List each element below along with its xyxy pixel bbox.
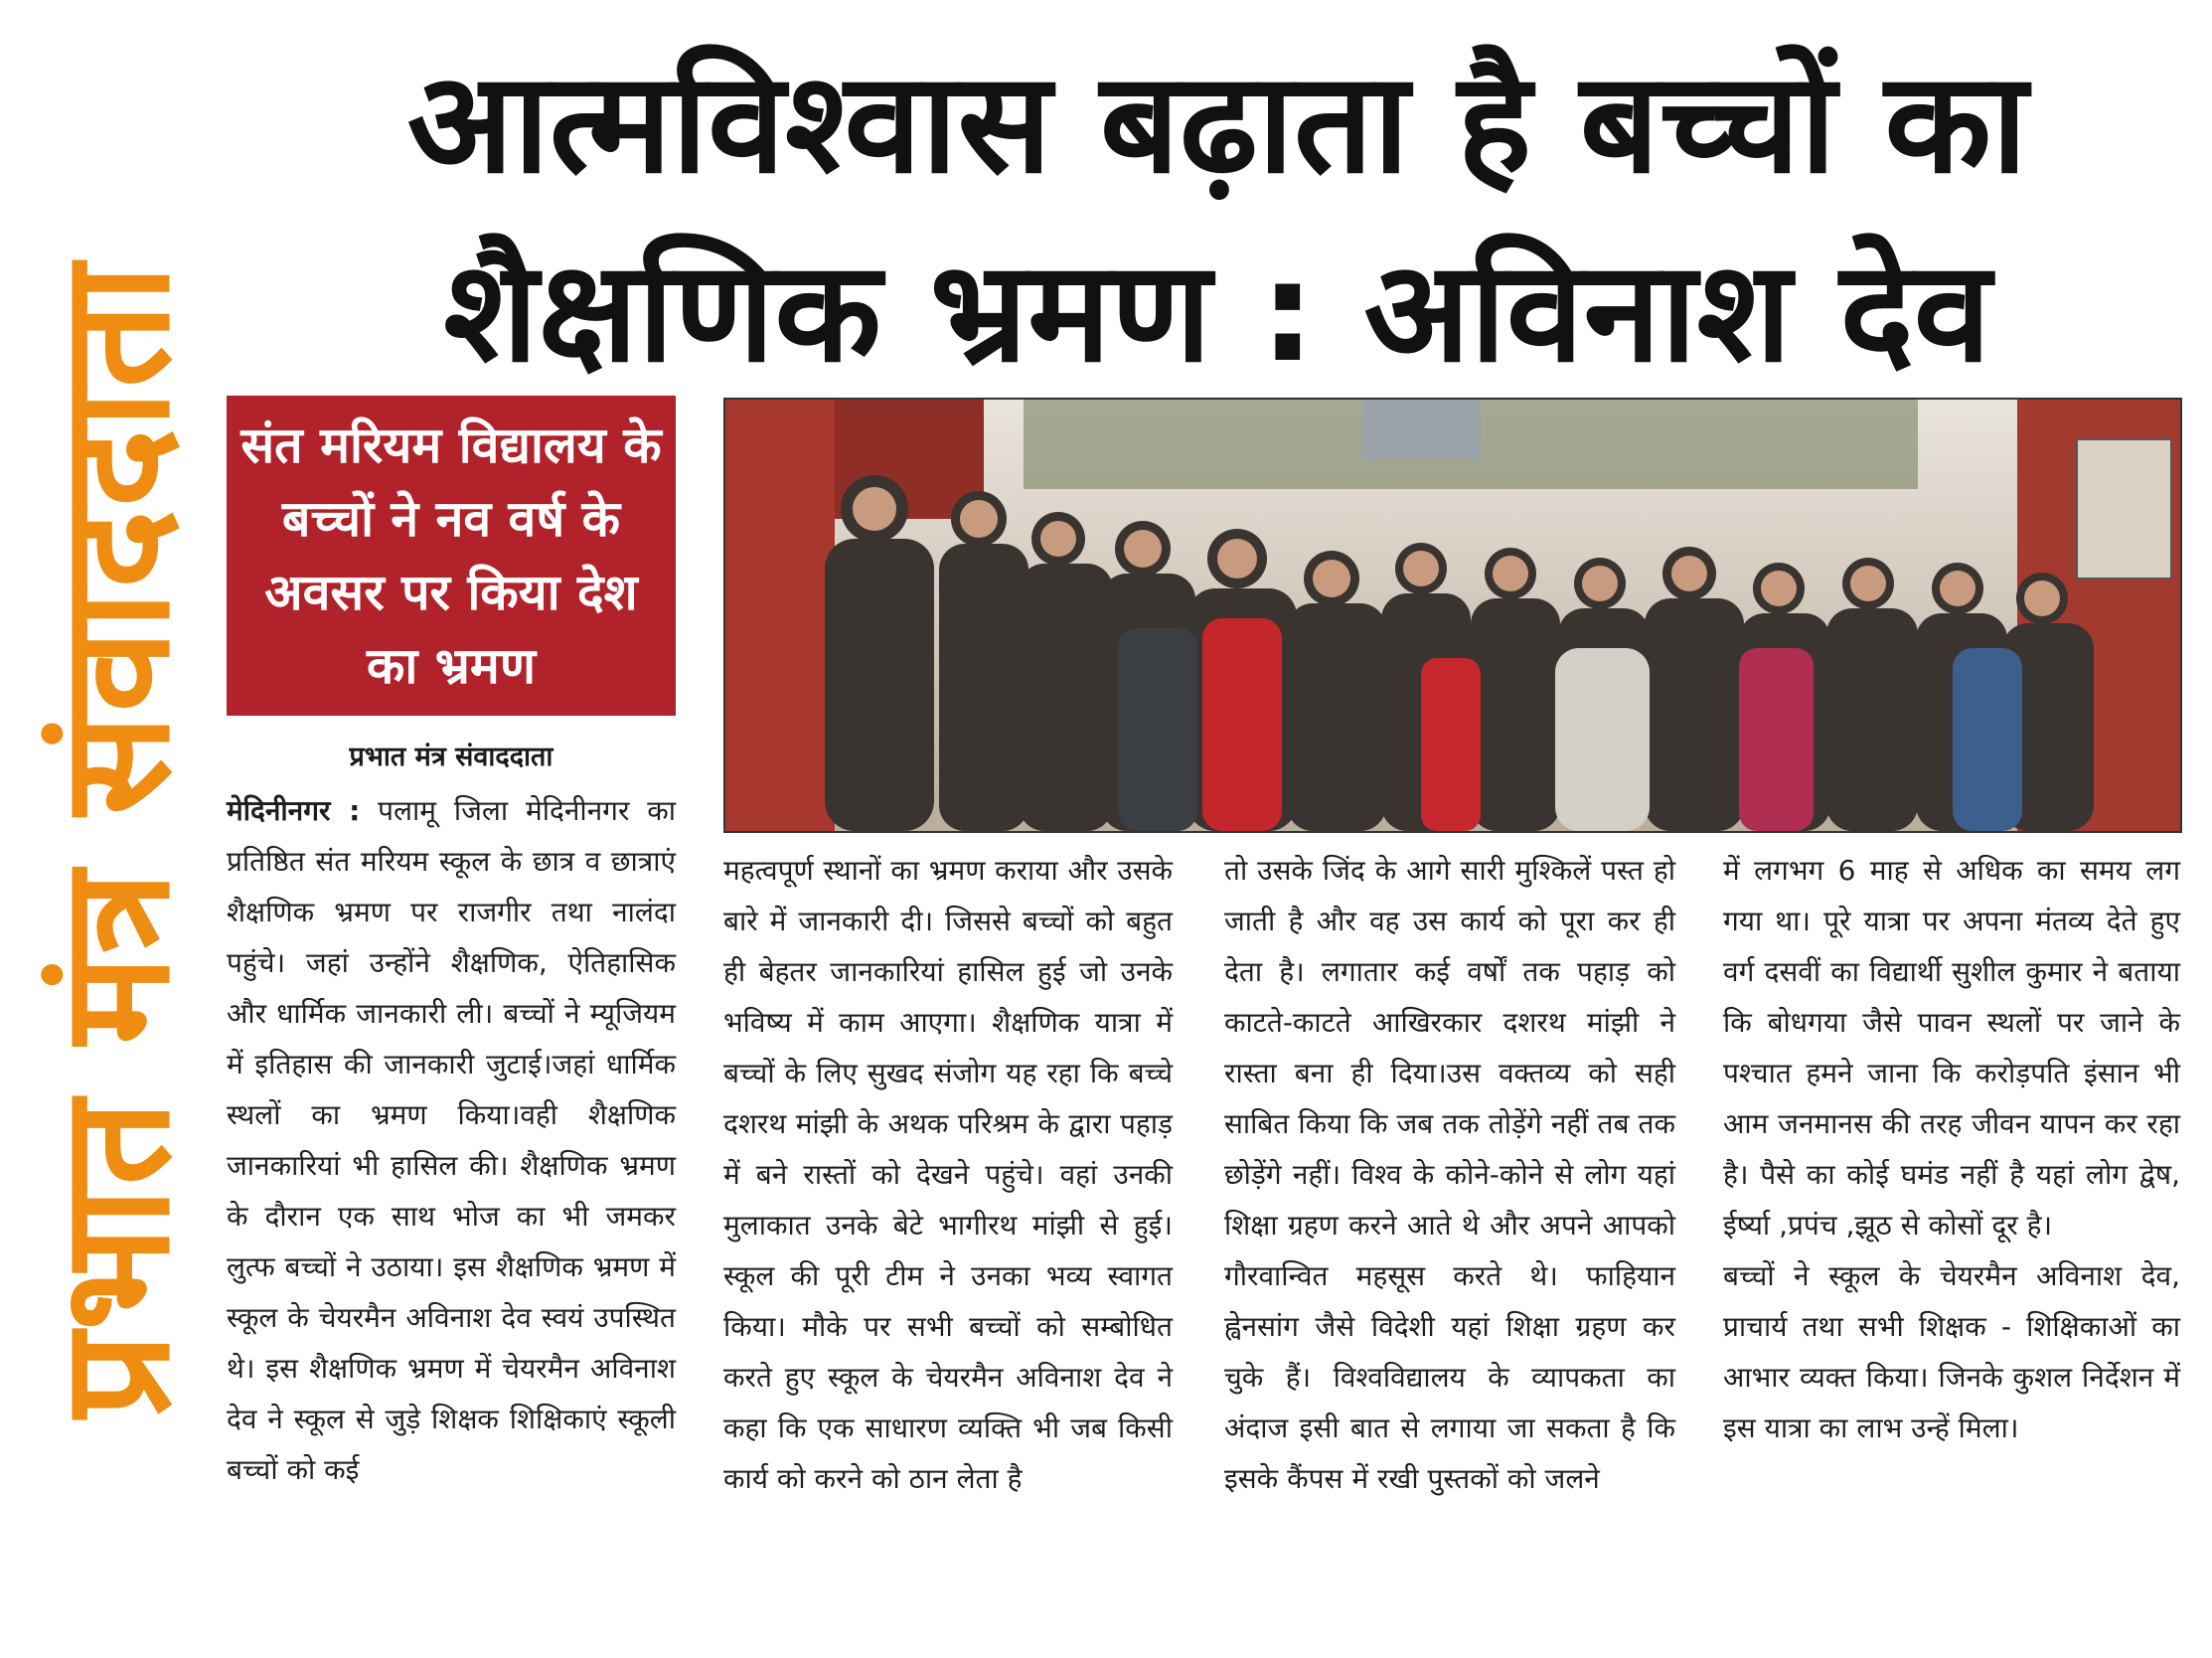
headline-line-2: शैक्षणिक भ्रमण : अविनाश देव — [443, 232, 1991, 394]
article-column-3 — [1224, 845, 1675, 1640]
article-dateline: मेदिनीनगर : — [227, 794, 361, 827]
article-column-4 — [1723, 845, 2180, 1640]
kicker-box — [227, 396, 676, 716]
reporter-credit-sidebar — [10, 40, 209, 1640]
byline: प्रभात मंत्र संवाददाता — [349, 742, 553, 772]
column-4-paragraph-1: में लगभग 6 माह से अधिक का समय लग गया था। पूरे यात्रा पर अपना मंतव्य देते हुए वर्ग दसवीं का विद्यार्थी सुशील कुमार ने बताया कि बोधगया जैसे पावन स्थलों पर जाने के पश्चात हमने जाना कि करोड़पति इंसान भी आम जनमानस की तरह जीवन यापन कर रहा है। पैसे का कोई घमंड नहीं है यहां लोग द्वेष, ईर्ष्या ,प्रपंच ,झूठ से कोसों दूर है। — [1723, 854, 2180, 1242]
headline-line-1: आत्मविश्वास बढ़ाता है बच्चों का — [406, 43, 2028, 205]
sidebar-label: प्रभात मंत्र संवाददाता — [30, 261, 203, 1418]
headline — [238, 30, 2196, 408]
article-column-1 — [227, 785, 676, 1640]
kicker-text: संत मरियम विद्यालय के बच्चों ने नव वर्ष के अवसर पर किया देश का भ्रमण — [240, 416, 662, 695]
column-1-text: पलामू जिला मेदिनीनगर का प्रतिष्ठित संत मरियम स्कूल के छात्र व छात्राएं शैक्षणिक भ्रमण पर राजगीर तथा नालंदा पहुंचे। जहां उन्होंने शैक्षणिक, ऐतिहासिक और धार्मिक जानकारी ली। बच्चों ने म्यूजियम में इतिहास की जानकारी जुटाई।जहां धार्मिक स्थलों का भ्रमण किया।वही शैक्षणिक जानकारियां भी हासिल की। शैक्षणिक भ्रमण के दौरान एक साथ भोज का भी जमकर लुत्फ बच्चों ने उठाया। इस शैक्षणिक भ्रमण में स्कूल के चेयरमैन अविनाश देव स्वयं उपस्थित थे। इस शैक्षणिक भ्रमण में चेयरमैन अविनाश देव ने स्कूल से जुड़े शिक्षक शिक्षिकाएं स्कूली बच्चों को कई — [227, 794, 676, 1486]
column-3-text: तो उसके जिंद के आगे सारी मुश्किलें पस्त हो जाती है और वह उस कार्य को पूरा कर ही देता है। लगातार कई वर्षों तक पहाड़ को काटते-काटते आखिरकार दशरथ मांझी ने रास्ता बना ही दिया।उस वक्तव्य को सही साबित किया कि जब तक तोड़ेंगे नहीं तब तक छोड़ेंगे नहीं। विश्व के कोने-कोने से लोग यहां शिक्षा ग्रहण करने आते थे और अपने आपको गौरवान्वित महसूस करते थे। फाहियान ह्वेनसांग जैसे विदेशी यहां शिक्षा ग्रहण कर चुके हैं। विश्वविद्यालय के व्यापकता का अंदाज इसी बात से लगाया जा सकता है कि इसके कैंपस में रखी पुस्तकों को जलने — [1224, 854, 1675, 1495]
article-column-2 — [723, 845, 1173, 1640]
group-photo-illustration — [725, 400, 2180, 831]
column-4-paragraph-2: बच्चों ने स्कूल के चेयरमैन अविनाश देव, प्राचार्य तथा सभी शिक्षक - शिक्षिकाओं का आभार व्यक्त किया। जिनके कुशल निर्देशन में इस यात्रा का लाभ उन्हें मिला। — [1723, 1259, 2180, 1444]
column-2-text: महत्वपूर्ण स्थानों का भ्रमण कराया और उसके बारे में जानकारी दी। जिससे बच्चों को बहुत ही बेहतर जानकारियां हासिल हुई जो उनके भविष्य में काम आएगा। शैक्षणिक यात्रा में बच्चों के लिए सुखद संजोग यह रहा कि बच्चे दशरथ मांझी के अथक परिश्रम के द्वारा पहाड़ में बने रास्तों को देखने पहुंचे। वहां उनकी मुलाकात उनके बेटे भागीरथ मांझी से हुई। स्कूल की पूरी टीम ने उनका भव्य स्वागत किया। मौके पर सभी बच्चों को सम्बोधित करते हुए स्कूल के चेयरमैन अविनाश देव ने कहा कि एक साधारण व्यक्ति भी जब किसी कार्य को करने को ठान लेता है — [723, 854, 1173, 1495]
group-photo — [723, 398, 2182, 833]
